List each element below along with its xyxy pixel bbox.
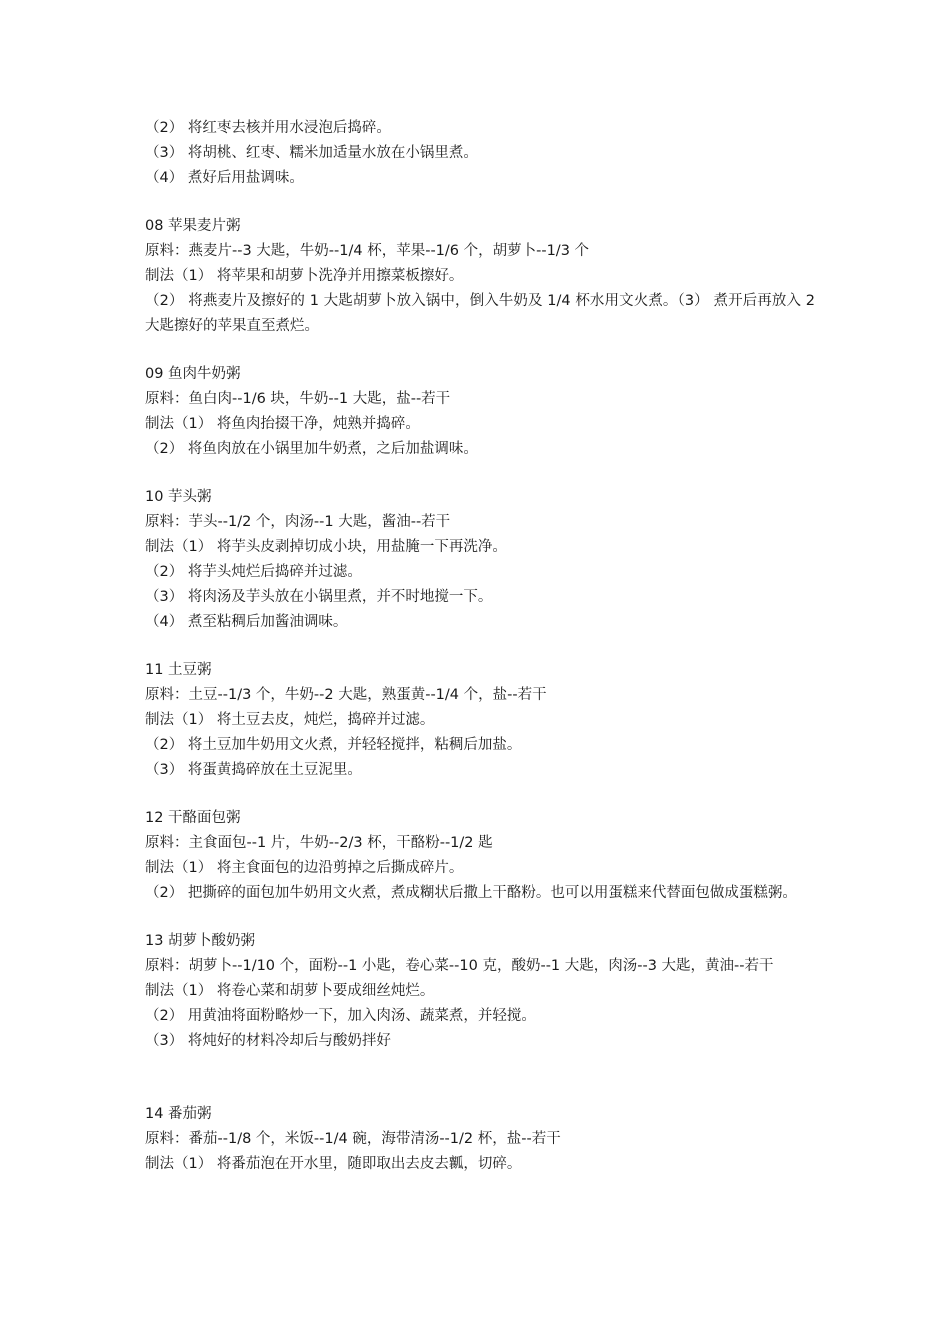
recipe-step: （2） 将鱼肉放在小锅里加牛奶煮，之后加盐调味。 — [145, 441, 478, 457]
intro-step: （4） 煮好后用盐调味。 — [145, 170, 304, 186]
recipe-step: （3） 将肉汤及芋头放在小锅里煮，并不时地搅一下。 — [145, 589, 493, 605]
recipe-step: （3） 将炖好的材料冷却后与酸奶拌好 — [145, 1033, 391, 1049]
recipe-step: 制法（1） 将卷心菜和胡萝卜要成细丝炖烂。 — [145, 983, 435, 999]
recipe-ingredients: 原料：胡萝卜--1/10 个，面粉--1 小匙，卷心菜--10 克，酸奶--1 大匙，肉汤--3 大匙，黄油--若干 — [145, 958, 774, 974]
recipe-title: 09 鱼肉牛奶粥 — [145, 366, 241, 382]
recipe-title: 11 土豆粥 — [145, 662, 212, 678]
recipe-ingredients: 原料：芋头--1/2 个，肉汤--1 大匙，酱油--若干 — [145, 514, 451, 530]
recipe-ingredients: 原料：番茄--1/8 个，米饭--1/4 碗，海带清汤--1/2 杯，盐--若干 — [145, 1131, 561, 1147]
recipe-ingredients: 原料：土豆--1/3 个，牛奶--2 大匙，熟蛋黄--1/4 个，盐--若干 — [145, 687, 547, 703]
recipe-step: 制法（1） 将芋头皮剥掉切成小块，用盐腌一下再洗净。 — [145, 539, 507, 555]
recipe-title: 14 番茄粥 — [145, 1106, 212, 1122]
intro-step: （2） 将红枣去核并用水浸泡后捣碎。 — [145, 120, 391, 136]
recipe-title: 12 干酪面包粥 — [145, 810, 241, 826]
recipe-step: 制法（1） 将鱼肉抬掇干净，炖熟并捣碎。 — [145, 416, 420, 432]
recipe-title: 13 胡萝卜酸奶粥 — [145, 933, 256, 949]
recipe-step: 制法（1） 将苹果和胡萝卜洗净并用擦菜板擦好。 — [145, 268, 464, 284]
recipe-ingredients: 原料：鱼白肉--1/6 块，牛奶--1 大匙，盐--若干 — [145, 391, 451, 407]
recipe-step: （4） 煮至粘稠后加酱油调味。 — [145, 614, 348, 630]
recipe-step: 制法（1） 将土豆去皮，炖烂，捣碎并过滤。 — [145, 712, 435, 728]
recipe-ingredients: 原料：燕麦片--3 大匙，牛奶--1/4 杯，苹果--1/6 个，胡萝卜--1/3 个 — [145, 243, 590, 259]
recipe-title: 10 芋头粥 — [145, 489, 212, 505]
recipe-title: 08 苹果麦片粥 — [145, 218, 241, 234]
recipe-step: （3） 将蛋黄捣碎放在土豆泥里。 — [145, 762, 362, 778]
recipe-step: （2） 将土豆加牛奶用文火煮，并轻轻搅拌，粘稠后加盐。 — [145, 737, 522, 753]
recipe-step: （2） 用黄油将面粉略炒一下，加入肉汤、蔬菜煮，并轻搅。 — [145, 1008, 536, 1024]
recipe-step: 制法（1） 将番茄泡在开水里，随即取出去皮去瓤，切碎。 — [145, 1156, 522, 1172]
document-body — [145, 116, 815, 1177]
recipe-step: （2） 将芋头炖烂后捣碎并过滤。 — [145, 564, 362, 580]
recipe-step: 制法（1） 将主食面包的边沿剪掉之后撕成碎片。 — [145, 860, 464, 876]
intro-step: （3） 将胡桃、红枣、糯米加适量水放在小锅里煮。 — [145, 145, 478, 161]
recipe-ingredients: 原料：主食面包--1 片，牛奶--2/3 杯，干酪粉--1/2 匙 — [145, 835, 493, 851]
recipe-step: （2） 把撕碎的面包加牛奶用文火煮，煮成糊状后撒上干酪粉。也可以用蛋糕来代替面包做成蛋糕粥。 — [145, 885, 797, 901]
recipe-step: （2） 将燕麦片及擦好的 1 大匙胡萝卜放入锅中，倒入牛奶及 1/4 杯水用文火煮。（3） 煮开后再放入 2 大匙擦好的苹果直至煮烂。 — [145, 293, 815, 334]
